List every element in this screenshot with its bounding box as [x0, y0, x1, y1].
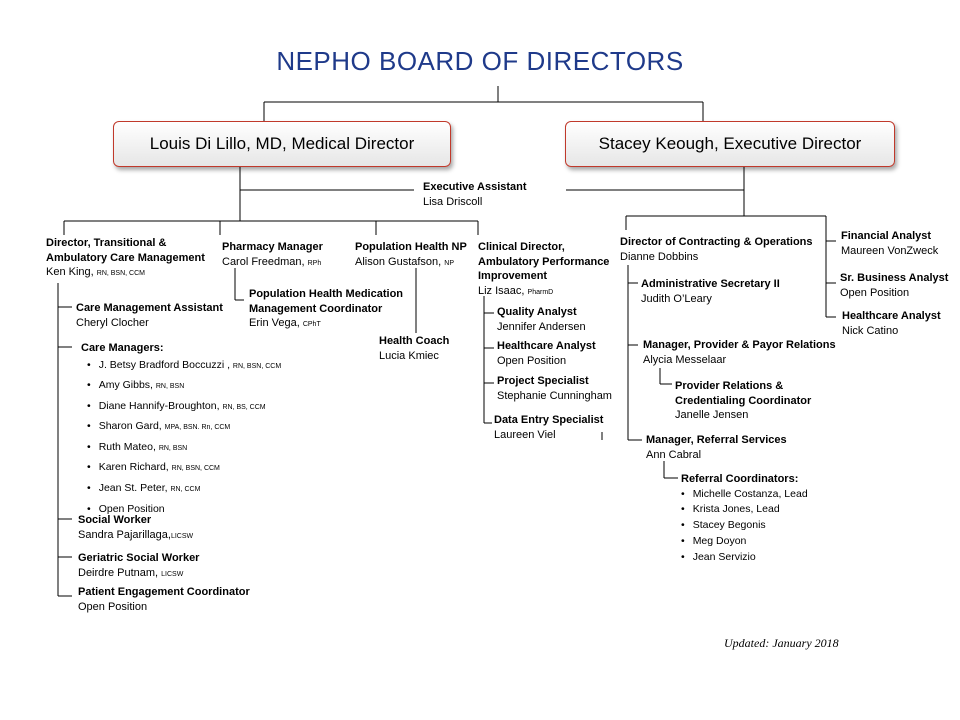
financial-analyst-role: Financial Analyst: [841, 230, 932, 242]
transitional-name: Ken King,: [46, 266, 94, 278]
care-managers: [81, 341, 281, 518]
pop-med-name: Erin Vega,: [249, 317, 300, 329]
patient-engagement-coordinator: [78, 585, 250, 614]
pop-np-credentials: NP: [444, 259, 455, 267]
data-entry-role: Data Entry Specialist: [494, 414, 604, 426]
business-analyst-name: Open Position: [840, 286, 910, 299]
quality-analyst-name: Jennifer Andersen: [497, 320, 586, 333]
admin-secretary-role: Administrative Secretary II: [641, 278, 780, 290]
sr-business-analyst: [840, 271, 948, 300]
social-worker-credentials: LICSW: [170, 532, 194, 540]
quality-analyst: [497, 305, 586, 334]
geriatric-sw-name: Deirdre Putnam,: [78, 566, 159, 579]
project-specialist-name: Stephanie Cunningham: [497, 389, 612, 402]
health-coach-role: Health Coach: [379, 335, 450, 347]
pop-np-name: Alison Gustafson,: [355, 255, 442, 268]
pharmacy-name: Carol Freedman,: [222, 255, 305, 268]
transitional-role-line2: Ambulatory Care Management: [46, 251, 205, 264]
project-specialist: [497, 374, 612, 403]
geriatric-social-worker: [78, 551, 199, 582]
list-item: • Stacey Begonis: [681, 518, 808, 534]
executive-assistant-name: Lisa Driscoll: [423, 195, 483, 208]
contracting-name: Dianne Dobbins: [620, 250, 699, 263]
care-management-assistant: [76, 301, 223, 330]
director-contracting-operations: [620, 235, 813, 264]
director-transitional-care: [46, 236, 205, 282]
care-managers-list: [87, 356, 281, 519]
pharmacy-manager: [222, 240, 323, 271]
financial-analyst-name: Maureen VonZweck: [841, 244, 939, 257]
social-worker-role: Social Worker: [78, 514, 152, 526]
pop-med-role-line2: Management Coordinator: [249, 302, 383, 315]
clinical-credentials: PharmD: [527, 288, 554, 296]
care-assistant-role: Care Management Assistant: [76, 302, 223, 314]
healthcare-analyst-clinical-role: Healthcare Analyst: [497, 340, 596, 352]
provider-relations-coordinator: [675, 379, 811, 423]
list-item: • Meg Doyon: [681, 534, 808, 550]
healthcare-analyst-operations: [842, 309, 941, 338]
medical-director-box: Louis Di Lillo, MD, Medical Director: [113, 121, 451, 167]
population-health-medication-coordinator: [249, 287, 403, 333]
health-coach: [379, 334, 449, 363]
social-worker-name: Sandra Pajarillaga,: [78, 528, 171, 541]
care-managers-heading: Care Managers:: [81, 342, 164, 354]
geriatric-sw-role: Geriatric Social Worker: [78, 552, 200, 564]
list-item: • Amy Gibbs, RN, BSN: [87, 376, 281, 397]
provider-coord-role-line1: Provider Relations &: [675, 380, 784, 392]
list-item: • Jean St. Peter, RN, CCM: [87, 479, 281, 500]
social-worker: [78, 513, 193, 544]
transitional-role-line1: Director, Transitional &: [46, 237, 167, 249]
geriatric-sw-credentials: LICSW: [161, 570, 184, 578]
admin-secretary-name: Judith O’Leary: [641, 292, 712, 305]
list-item: • Sharon Gard, MPA, BSN. Rn, CCM: [87, 417, 281, 438]
health-coach-name: Lucia Kmiec: [379, 349, 439, 362]
provider-payor-role: Manager, Provider & Payor Relations: [643, 339, 836, 351]
list-item: • Karen Richard, RN, BSN, CCM: [87, 458, 281, 479]
page-title: NEPHO BOARD OF DIRECTORS: [276, 46, 684, 76]
updated-date: Updated: January 2018: [724, 636, 839, 650]
list-item: • Krista Jones, Lead: [681, 502, 808, 518]
referral-coordinators: [681, 472, 808, 566]
list-item: • Ruth Mateo, RN, BSN: [87, 438, 281, 459]
business-analyst-role: Sr. Business Analyst: [840, 272, 949, 284]
clinical-role-line1: Clinical Director,: [478, 241, 565, 253]
data-entry-specialist: [494, 413, 603, 442]
contracting-role: Director of Contracting & Operations: [620, 236, 813, 248]
patient-engagement-role: Patient Engagement Coordinator: [78, 586, 250, 598]
pharmacy-credentials: RPh: [307, 259, 322, 267]
clinical-name: Liz Isaac,: [478, 284, 525, 297]
provider-coord-role-line2: Credentialing Coordinator: [675, 394, 812, 407]
list-item: • Jean Servizio: [681, 550, 808, 566]
pop-med-role-line1: Population Health Medication: [249, 288, 404, 300]
provider-coord-name: Janelle Jensen: [675, 409, 749, 421]
financial-analyst: [841, 229, 938, 258]
pop-np-role: Population Health NP: [355, 241, 467, 253]
population-health-np: [355, 240, 467, 271]
healthcare-analyst-ops-role: Healthcare Analyst: [842, 310, 941, 322]
referral-coords-list: [681, 487, 808, 567]
project-specialist-role: Project Specialist: [497, 375, 589, 387]
healthcare-analyst-clinical: [497, 339, 596, 368]
list-item: • Michelle Costanza, Lead: [681, 487, 808, 503]
quality-analyst-role: Quality Analyst: [497, 306, 577, 318]
referral-coords-heading: Referral Coordinators:: [681, 473, 799, 485]
provider-payor-name: Alycia Messelaar: [643, 353, 727, 366]
manager-provider-payor-relations: [643, 338, 836, 367]
clinical-director: [478, 240, 609, 300]
list-item: • Diane Hannify-Broughton, RN, BS, CCM: [87, 397, 281, 418]
referral-mgr-name: Ann Cabral: [646, 448, 702, 461]
data-entry-name: Laureen Viel: [494, 428, 556, 441]
list-item: • J. Betsy Bradford Boccuzzi , RN, BSN, CCM: [87, 356, 281, 377]
manager-referral-services: [646, 433, 787, 462]
administrative-secretary: [641, 277, 780, 306]
clinical-role-line2: Ambulatory Performance: [478, 255, 610, 268]
executive-assistant: [423, 180, 527, 209]
patient-engagement-name: Open Position: [78, 600, 148, 613]
executive-director-box: Stacey Keough, Executive Director: [565, 121, 895, 167]
care-assistant-name: Cheryl Clocher: [76, 316, 149, 329]
healthcare-analyst-ops-name: Nick Catino: [842, 324, 899, 337]
list-item: • Open Position: [87, 500, 281, 519]
executive-assistant-role: Executive Assistant: [423, 181, 527, 193]
pop-med-credentials: CPhT: [302, 321, 321, 328]
transitional-credentials: RN, BSN, CCM: [96, 270, 145, 277]
pharmacy-role: Pharmacy Manager: [222, 241, 323, 253]
healthcare-analyst-clinical-name: Open Position: [497, 354, 567, 367]
clinical-role-line3: Improvement: [478, 270, 548, 282]
referral-mgr-role: Manager, Referral Services: [646, 434, 787, 446]
